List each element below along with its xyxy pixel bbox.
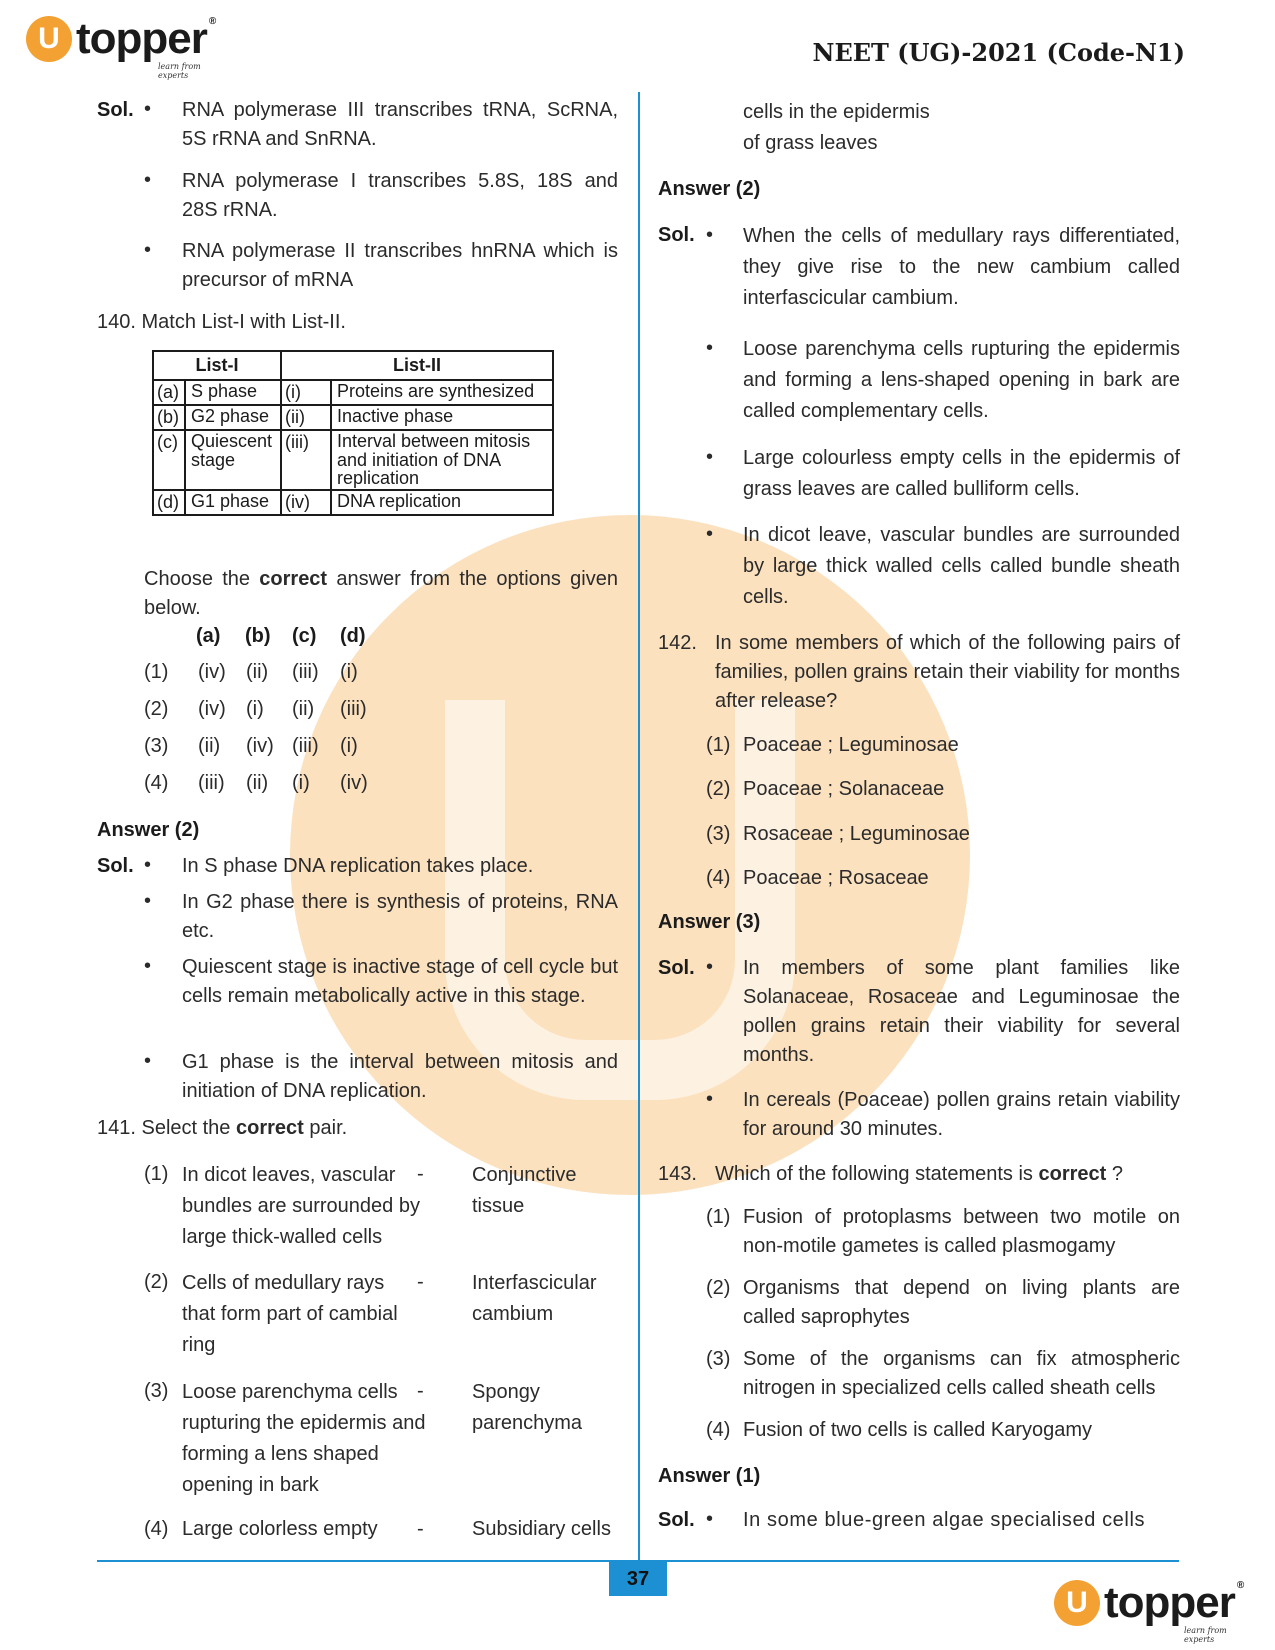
- row-index: (ii): [281, 405, 331, 430]
- bullet: •: [706, 523, 714, 545]
- q140-sol-point: Quiescent stage is inactive stage of cell cycle but cells remain metabolically active in this stage.: [182, 956, 618, 1007]
- logo-text: topper: [76, 14, 207, 63]
- prev-sol-point: RNA polymerase III transcribes tRNA, ScRNA, 5S rRNA and SnRNA.: [182, 99, 618, 150]
- row-list2-text: Proteins are synthesized: [331, 380, 553, 405]
- q141-option-right: Spongy parenchyma: [472, 1381, 583, 1434]
- exam-title: NEET (UG)-2021 (Code-N1): [812, 38, 1185, 67]
- q143-option-num: (3): [706, 1348, 731, 1370]
- q142-option-num: (1): [706, 734, 731, 756]
- row-list1-text: G2 phase: [185, 405, 281, 430]
- table-head-list1: List-I: [153, 351, 281, 380]
- q142-answer: Answer (3): [658, 911, 761, 933]
- row-list2-text: Inactive phase: [331, 405, 553, 430]
- q142-sol-point: In cereals (Poaceae) pollen grains retain viability for around 30 minutes.: [743, 1089, 1180, 1140]
- table-row: [153, 490, 553, 515]
- q141-cont-line: cells in the epidermis: [743, 101, 930, 123]
- q142-option-num: (3): [706, 823, 731, 845]
- match-table: [152, 350, 554, 516]
- q141-option-left[interactable]: In dicot leaves, vascular bundles are surrounded by large thick-walled cells: [182, 1164, 420, 1248]
- q141-sol-point: When the cells of medullary rays differentiated, they give rise to the new cambium called interfascicular cambium.: [743, 225, 1180, 309]
- row-index: (b): [153, 405, 185, 430]
- q140-sol-point: G1 phase is the interval between mitosis and initiation of DNA replication.: [182, 1051, 618, 1102]
- q141-option-left[interactable]: Cells of medullary rays that form part of cambial ring: [182, 1272, 398, 1356]
- dash: -: [417, 1380, 424, 1402]
- bullet: •: [144, 169, 152, 191]
- table-head-list2: List-II: [281, 351, 553, 380]
- sol-label: Sol.: [97, 99, 134, 121]
- column-divider: [638, 92, 640, 1595]
- q141-option-num: (4): [144, 1518, 169, 1540]
- q141-answer: Answer (2): [658, 178, 761, 200]
- topper-logo-footer: U topper ® learn from experts: [1054, 1580, 1243, 1626]
- q143-answer: Answer (1): [658, 1465, 761, 1487]
- q140-stem: 140. Match List-I with List-II.: [97, 311, 346, 333]
- dash: -: [417, 1271, 424, 1293]
- bullet: •: [144, 854, 152, 876]
- q141-sol-point: Large colourless empty cells in the epidermis of grass leaves are called bulliform cells.: [743, 447, 1180, 500]
- q142-option-1[interactable]: Poaceae ; Leguminosae: [743, 734, 959, 756]
- row-index: (iii): [281, 430, 331, 491]
- q141-option-right: Subsidiary cells: [472, 1518, 611, 1540]
- table-row: [153, 405, 553, 430]
- logo-circle-icon: U: [1054, 1580, 1100, 1626]
- q142-option-num: (2): [706, 778, 731, 800]
- q142-option-2[interactable]: Poaceae ; Solanaceae: [743, 778, 945, 800]
- bullet: •: [706, 337, 714, 359]
- q141-sol-point: In dicot leave, vascular bundles are surrounded by large thick walled cells called bundle sheath cells.: [743, 524, 1180, 608]
- q142-option-4[interactable]: Poaceae ; Rosaceae: [743, 867, 929, 889]
- q143-option-num: (2): [706, 1277, 731, 1299]
- bullet: •: [706, 446, 714, 468]
- sol-label: Sol.: [97, 855, 134, 877]
- q141-option-left[interactable]: Large colorless empty: [182, 1518, 378, 1540]
- logo-text: topper: [1104, 1578, 1235, 1627]
- q143-option-num: (1): [706, 1206, 731, 1228]
- row-index: (d): [153, 490, 185, 515]
- row-list1-text: S phase: [185, 380, 281, 405]
- bullet: •: [706, 224, 714, 246]
- q142-sol-point: In members of some plant families like Solanaceae, Rosaceae and Leguminosae the pollen grains retain their viability for several months.: [743, 957, 1180, 1066]
- bullet: •: [144, 955, 152, 977]
- row-list2-text: DNA replication: [331, 490, 553, 515]
- q141-sol-point: Loose parenchyma cells rupturing the epidermis and forming a lens-shaped opening in bark are called complementary cells.: [743, 338, 1180, 422]
- row-index: (i): [281, 380, 331, 405]
- row-list1-text: Quiescent stage: [185, 430, 281, 491]
- q143-option-num: (4): [706, 1419, 731, 1441]
- q143-option-1[interactable]: Fusion of protoplasms between two motile on non-motile gametes is called plasmogamy: [743, 1206, 1180, 1257]
- row-index: (c): [153, 430, 185, 491]
- dash: -: [417, 1163, 424, 1185]
- logo-tagline: learn from experts: [158, 62, 201, 80]
- table-row: [153, 430, 553, 491]
- q142-num: 142.: [658, 632, 697, 654]
- prev-sol-point: RNA polymerase II transcribes hnRNA which is precursor of mRNA: [182, 240, 618, 291]
- row-index: (a): [153, 380, 185, 405]
- q143-sol-point: In some blue-green algae specialised cells: [743, 1509, 1146, 1531]
- prev-sol-point: RNA polymerase I transcribes 5.8S, 18S and 28S rRNA.: [182, 170, 618, 221]
- q142-option-3[interactable]: Rosaceae ; Leguminosae: [743, 823, 970, 845]
- bullet: •: [144, 1050, 152, 1072]
- q143-option-3[interactable]: Some of the organisms can fix atmospheric nitrogen in specialized cells called sheath cells: [743, 1348, 1180, 1399]
- q140-sol-point: In S phase DNA replication takes place.: [182, 855, 534, 877]
- page-number: 37: [609, 1562, 667, 1596]
- q142-stem: In some members of which of the following pairs of families, pollen grains retain their viability for months after release?: [715, 632, 1180, 712]
- q143-stem: Which of the following statements is correct ?: [715, 1163, 1123, 1185]
- row-index: (iv): [281, 490, 331, 515]
- row-list2-text: Interval between mitosis and initiation of DNA replication: [331, 430, 553, 491]
- logo-tagline: learn from experts: [1184, 1626, 1227, 1644]
- topper-logo: U topper ® learn from experts: [26, 16, 215, 62]
- q141-stem: 141. Select the correct pair.: [97, 1117, 348, 1139]
- row-list1-text: G1 phase: [185, 490, 281, 515]
- bullet: •: [144, 98, 152, 120]
- q140-instruction: Choose the correct answer from the options given below.: [144, 568, 618, 619]
- q141-option-right: Conjunctive tissue: [472, 1164, 577, 1217]
- q141-option-num: (2): [144, 1271, 169, 1293]
- table-row: [153, 380, 553, 405]
- q143-option-2[interactable]: Organisms that depend on living plants are called saprophytes: [743, 1277, 1180, 1328]
- bullet: •: [706, 1088, 714, 1110]
- q141-cont-line: of grass leaves: [743, 132, 878, 154]
- bullet: •: [706, 1508, 714, 1530]
- q141-option-num: (1): [144, 1163, 169, 1185]
- q140-sol-point: In G2 phase there is synthesis of proteins, RNA etc.: [182, 891, 618, 942]
- dash: -: [417, 1518, 424, 1540]
- sol-label: Sol.: [658, 224, 695, 246]
- bullet: •: [144, 890, 152, 912]
- q141-option-num: (3): [144, 1380, 169, 1402]
- logo-circle-icon: U: [26, 16, 72, 62]
- q140-answer: Answer (2): [97, 819, 200, 841]
- bullet: •: [144, 239, 152, 261]
- q143-option-4[interactable]: Fusion of two cells is called Karyogamy: [743, 1419, 1093, 1441]
- sol-label: Sol.: [658, 1509, 695, 1531]
- q143-num: 143.: [658, 1163, 697, 1185]
- q141-option-right: Interfascicular cambium: [472, 1272, 597, 1325]
- bullet: •: [706, 956, 714, 978]
- sol-label: Sol.: [658, 957, 695, 979]
- q142-option-num: (4): [706, 867, 731, 889]
- q141-option-left[interactable]: Loose parenchyma cells rupturing the epidermis and forming a lens shaped opening in bark: [182, 1381, 426, 1496]
